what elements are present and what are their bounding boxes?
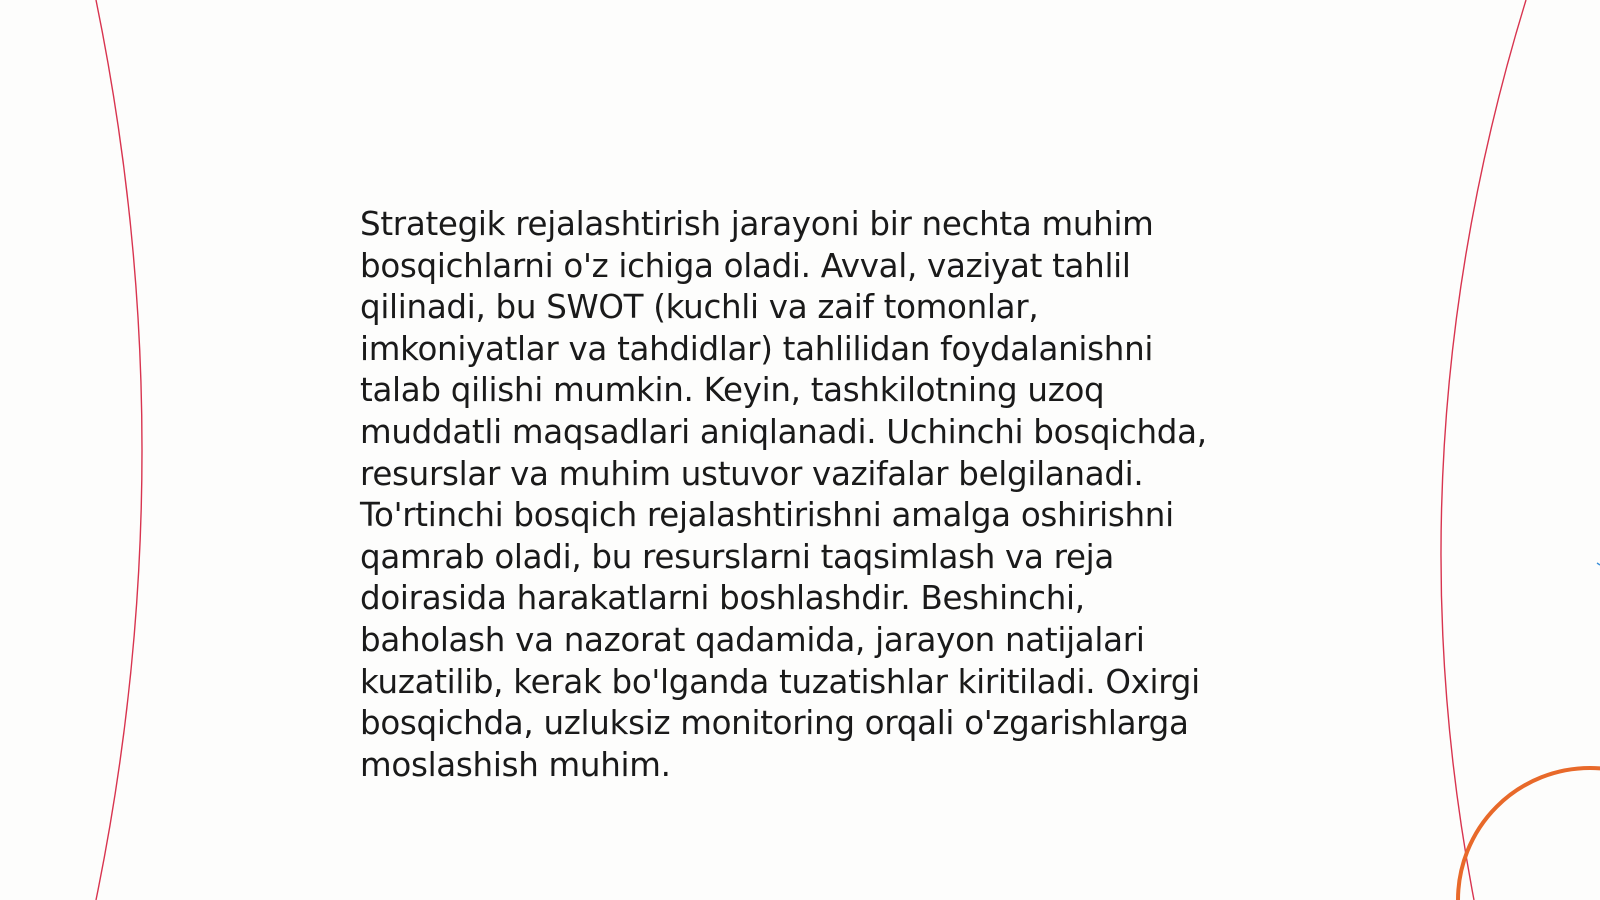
- body-line: doirasida harakatlarni boshlashdir. Beshinchi,: [360, 579, 1085, 618]
- body-line: resurslar va muhim ustuvor vazifalar belgilanadi.: [360, 454, 1144, 493]
- body-line: bosqichlarni o'z ichiga oladi. Avval, vaziyat tahlil: [360, 246, 1131, 285]
- body-line: Strategik rejalashtirish jarayoni bir nechta muhim: [360, 205, 1154, 243]
- body-paragraph: [360, 204, 1240, 786]
- accent-circle: [1458, 768, 1600, 900]
- body-line: bosqichda, uzluksiz monitoring orqali o'zgarishlarga: [360, 704, 1189, 743]
- left-arc-line: [96, 0, 142, 900]
- body-line: talab qilishi mumkin. Keyin, tashkilotning uzoq: [360, 371, 1105, 410]
- body-line: kuzatilib, kerak bo'lganda tuzatishlar kiritiladi. Oxirgi: [360, 662, 1200, 701]
- body-line: moslashish muhim.: [360, 745, 671, 784]
- body-line: baholash va nazorat qadamida, jarayon natijalari: [360, 620, 1145, 659]
- right-arc-line: [1441, 0, 1526, 900]
- body-line: imkoniyatlar va tahdidlar) tahlilidan foydalanishni: [360, 329, 1154, 368]
- body-line: muddatli maqsadlari aniqlanadi. Uchinchi bosqichda,: [360, 412, 1207, 451]
- body-line: To'rtinchi bosqich rejalashtirishni amalga oshirishni: [360, 496, 1174, 535]
- body-line: qamrab oladi, bu resurslarni taqsimlash va reja: [360, 537, 1114, 576]
- body-line: qilinadi, bu SWOT (kuchli va zaif tomonlar,: [360, 288, 1039, 327]
